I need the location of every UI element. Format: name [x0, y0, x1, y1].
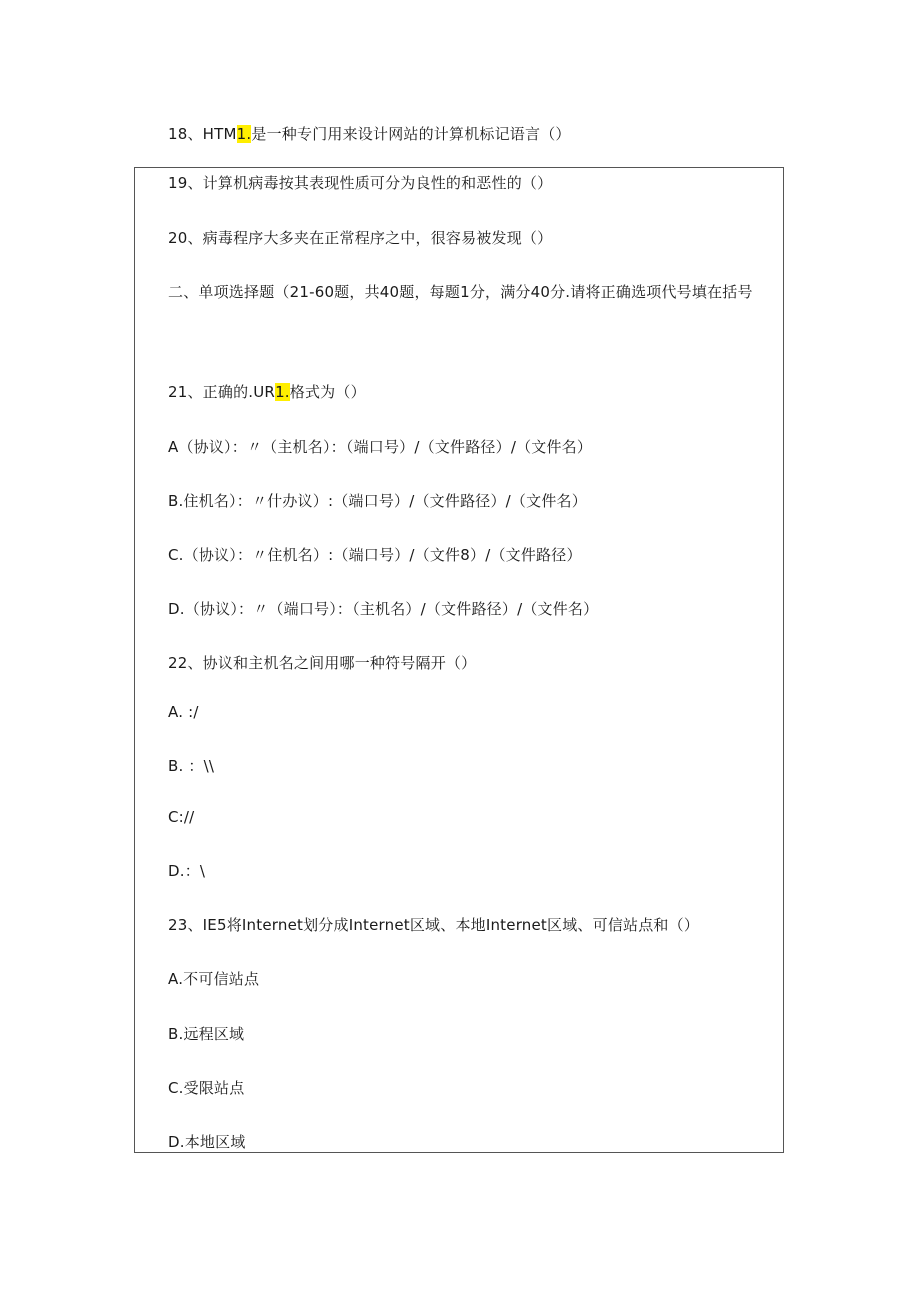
section-heading: 二、单项选择题（21-60题，共40题，每题1分，满分40分.请将正确选项代号填在括号 [168, 283, 753, 301]
question-18-prefix: 18、HTM [168, 125, 237, 143]
question-18 [168, 124, 571, 144]
question-19: 19、计算机病毒按其表现性质可分为良性的和恶性的（） [168, 174, 553, 192]
question-23-option-a: A.不可信站点 [168, 970, 260, 988]
question-18-suffix: 是一种专门用来设计网站的计算机标记语言（） [251, 125, 571, 143]
question-22-option-c: C:// [168, 808, 195, 826]
question-22-option-a: A. :/ [168, 703, 199, 721]
question-22-option-d: D.：\ [168, 862, 206, 880]
question-21-option-a: A（协议）：〃（主机名）：（端口号）/（文件路径）/（文件名） [168, 438, 593, 456]
highlighted-text: 1. [275, 383, 290, 401]
highlighted-text: 1. [236, 125, 252, 143]
question-20: 20、病毒程序大多夹在正常程序之中，很容易被发现（） [168, 229, 553, 247]
question-21-option-b: B.住机名）：〃什办议）:（端口号）/（文件路径）/（文件名） [168, 492, 587, 510]
question-21-option-d: D.（协议）：〃（端口号）：（主机名）/（文件路径）/（文件名） [168, 600, 599, 618]
question-21 [168, 382, 366, 402]
question-22-option-b: B. ：\\ [168, 757, 215, 775]
question-23-option-c: C.受限站点 [168, 1079, 245, 1097]
question-23-option-b: B.远程区域 [168, 1025, 245, 1043]
question-23-option-d: D.本地区域 [168, 1133, 246, 1151]
question-23: 23、IE5将Internet划分成Internet区域、本地Internet区域、可信站点和（） [168, 916, 700, 934]
question-22: 22、协议和主机名之间用哪一种符号隔开（） [168, 654, 477, 672]
question-21-option-c: C.（协议）：〃住机名）:（端口号）/（文件8）/（文件路径） [168, 546, 582, 564]
question-21-prefix: 21、正确的.UR [168, 383, 276, 401]
question-21-suffix: 格式为（） [289, 383, 366, 401]
